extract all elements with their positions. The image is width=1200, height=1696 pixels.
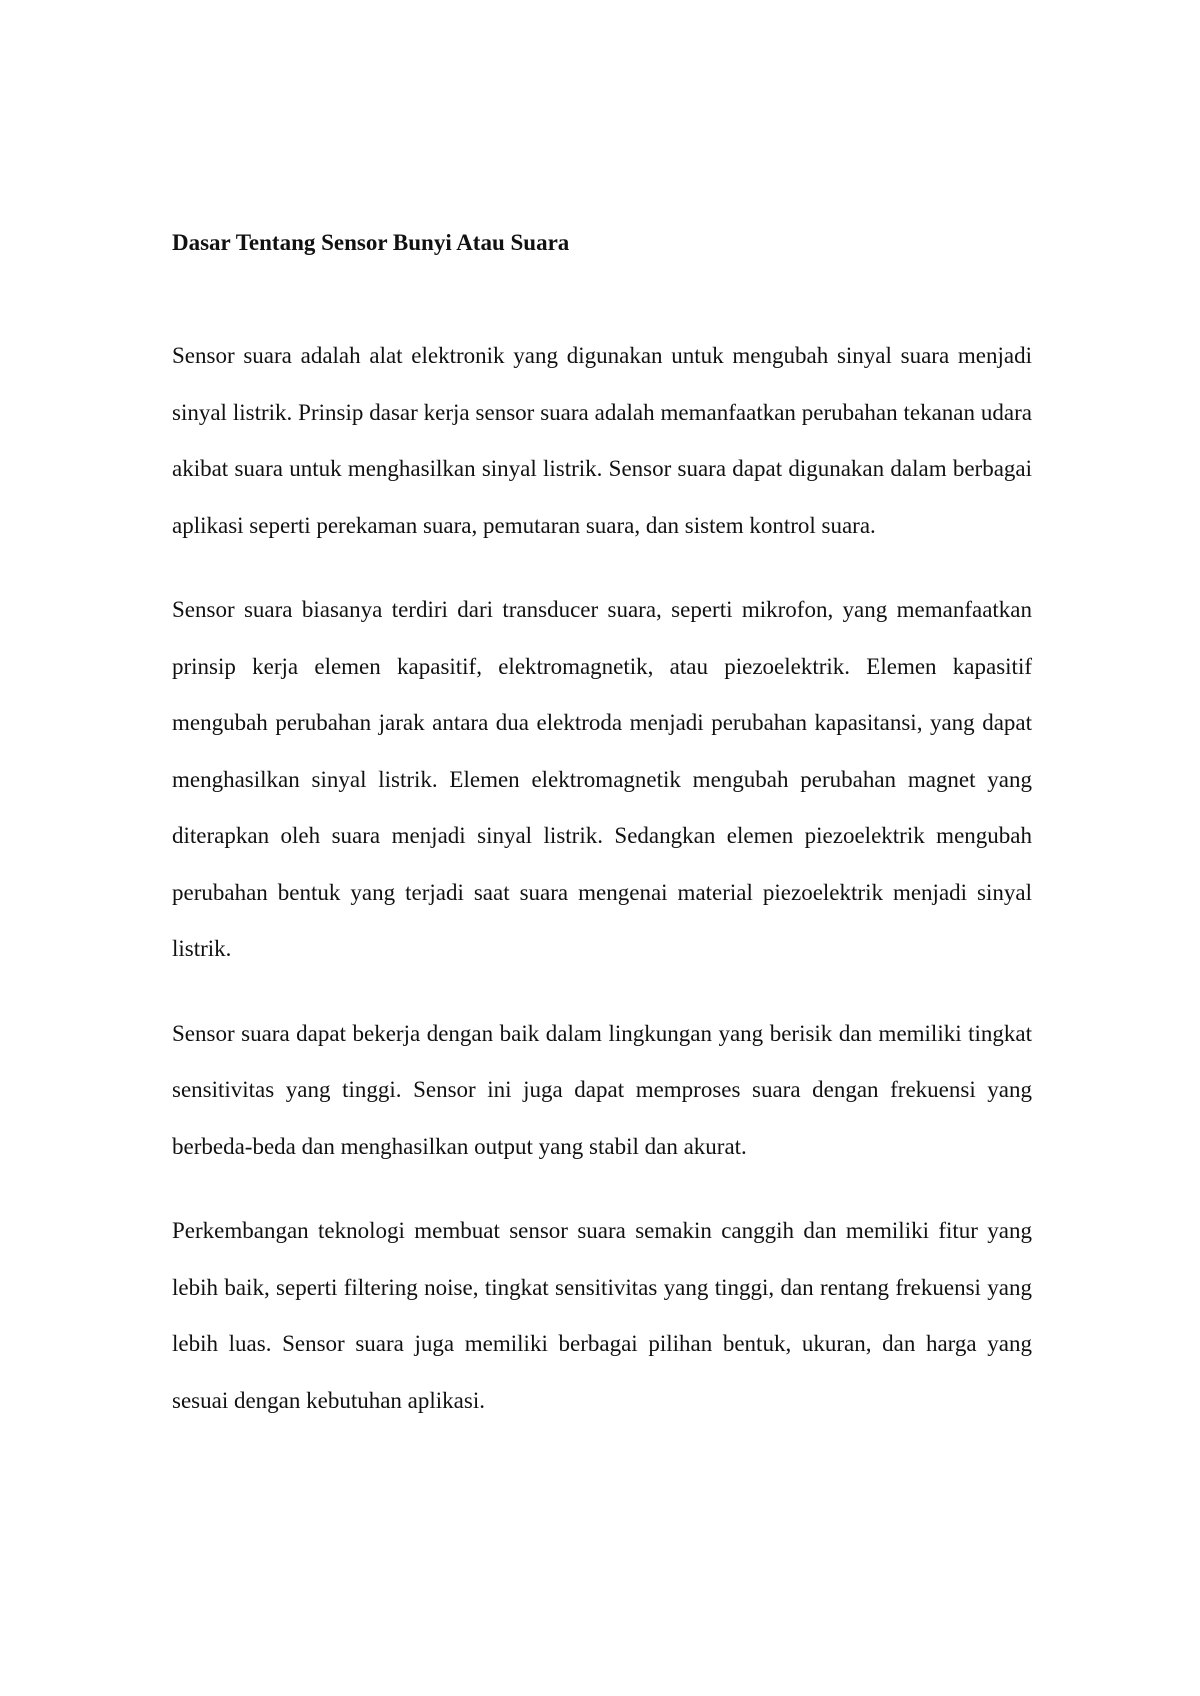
paragraph-3: Sensor suara dapat bekerja dengan baik dalam lingkungan yang berisik dan memiliki tingkat sensitivitas yang tinggi. Sensor ini juga dapat memproses suara dengan frekuensi yang berbeda-beda dan menghasilkan output yang stabil dan akurat. [172, 1020, 1032, 1159]
paragraph-1: Sensor suara adalah alat elektronik yang digunakan untuk mengubah sinyal suara menjadi sinyal listrik. Prinsip dasar kerja sensor suara adalah memanfaatkan perubahan tekanan udara akibat suara untuk menghasilkan sinyal listrik. Sensor suara dapat digunakan dalam berbagai aplikasi seperti perekaman suara, pemutaran suara, dan sistem kontrol suara. [172, 343, 1032, 538]
paragraph-4: Perkembangan teknologi membuat sensor suara semakin canggih dan memiliki fitur yang lebih baik, seperti filtering noise, tingkat sensitivitas yang tinggi, dan rentang frekuensi yang lebih luas. Sensor suara juga memiliki berbagai pilihan bentuk, ukuran, dan harga yang sesuai dengan kebutuhan aplikasi. [172, 1218, 1032, 1413]
document-body [172, 228, 1032, 1457]
paragraph-2: Sensor suara biasanya terdiri dari transducer suara, seperti mikrofon, yang memanfaatkan prinsip kerja elemen kapasitif, elektromagnetik, atau piezoelektrik. Elemen kapasitif mengubah perubahan jarak antara dua elektroda menjadi perubahan kapasitansi, yang dapat menghasilkan sinyal listrik. Elemen elektromagnetik mengubah perubahan magnet yang diterapkan oleh suara menjadi sinyal listrik. Sedangkan elemen piezoelektrik mengubah perubahan bentuk yang terjadi saat suara mengenai material piezoelektrik menjadi sinyal listrik. [172, 597, 1032, 961]
document-title: Dasar Tentang Sensor Bunyi Atau Suara [172, 230, 570, 255]
